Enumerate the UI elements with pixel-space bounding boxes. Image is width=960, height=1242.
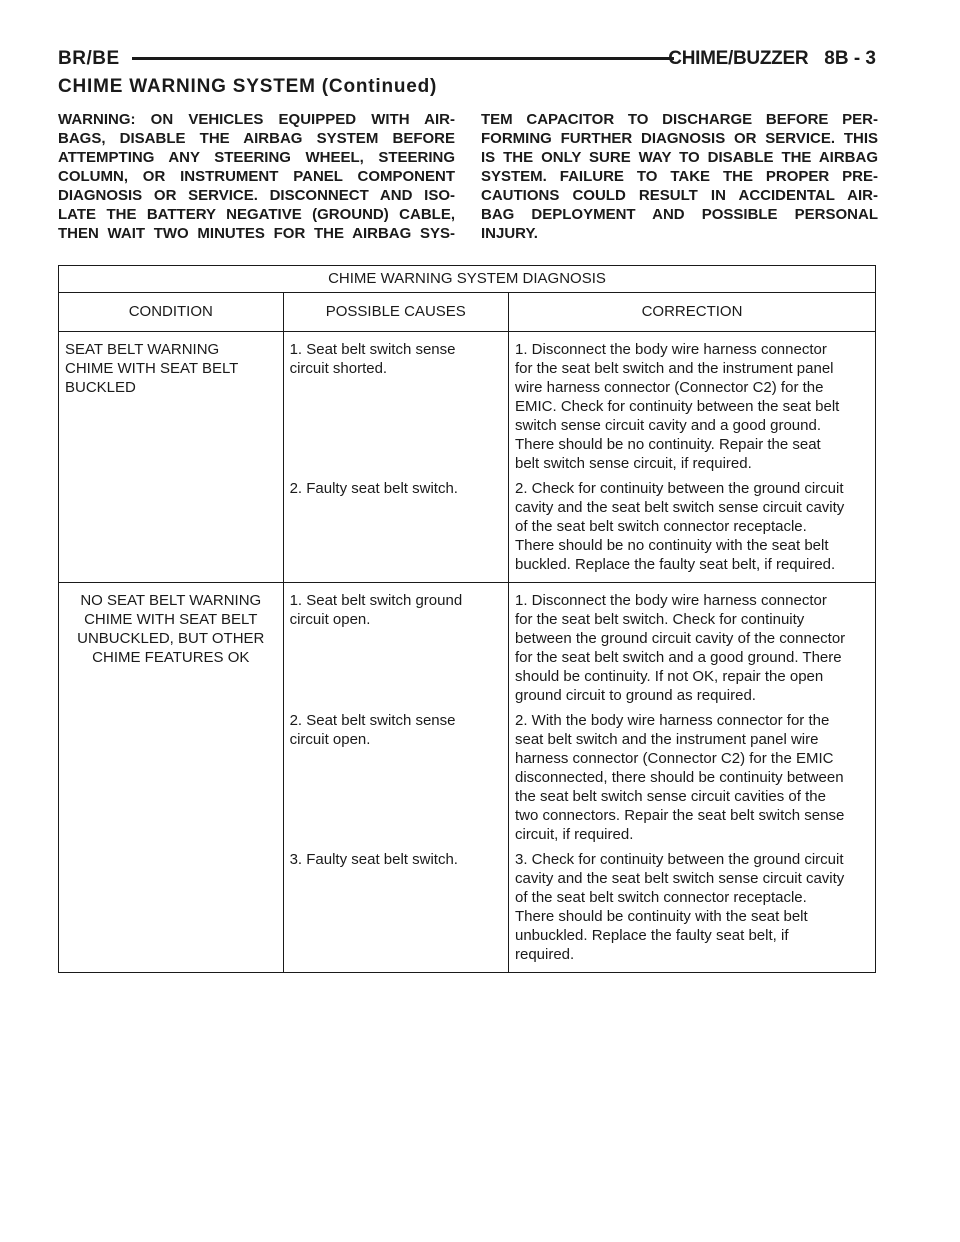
- column-header-condition: CONDITION: [59, 293, 284, 332]
- warning-line: INJURY.: [481, 225, 538, 242]
- header-right: [668, 48, 876, 70]
- airbag-warning: [58, 110, 876, 245]
- correction-line: wire harness connector (Connector C2) for the: [514, 379, 824, 396]
- correction-cell: [508, 583, 875, 973]
- correction-line: There should be no continuity with the seat belt: [514, 537, 829, 554]
- warning-line: CAUTIONS COULD RESULT IN ACCIDENTAL AIR-: [481, 187, 878, 204]
- correction-line: 2. Check for continuity between the ground circuit: [514, 480, 844, 497]
- correction-line: disconnected, there should be continuity between: [514, 769, 844, 786]
- correction-line: two connectors. Repair the seat belt switch sense: [514, 807, 845, 824]
- cause-line: 1. Seat belt switch ground: [289, 592, 463, 609]
- page-header: [58, 44, 876, 74]
- correction-line: circuit, if required.: [514, 826, 634, 843]
- warning-column-right: [481, 110, 878, 243]
- cause-line: 2. Seat belt switch sense: [289, 712, 456, 729]
- correction-line: for the seat belt switch and the instrument panel: [514, 360, 834, 377]
- correction-line: cavity and the seat belt switch sense circuit cavity: [514, 870, 845, 887]
- correction-line: 3. Check for continuity between the ground circuit: [514, 851, 844, 868]
- condition-line: CHIME WITH SEAT BELT: [65, 360, 239, 377]
- correction-line: for the seat belt switch. Check for continuity: [514, 611, 805, 628]
- correction-line: 1. Disconnect the body wire harness connector: [514, 341, 827, 358]
- correction-line: of the seat belt switch connector receptacle.: [514, 518, 807, 535]
- warning-line: ATTEMPTING ANY STEERING WHEEL, STEERING: [58, 149, 455, 166]
- correction-line: ground circuit to ground as required.: [514, 687, 756, 704]
- cause-line: circuit open.: [289, 731, 371, 748]
- diagnosis-table: [58, 265, 876, 973]
- table-caption: CHIME WARNING SYSTEM DIAGNOSIS: [59, 266, 876, 293]
- warning-line: BAGS, DISABLE THE AIRBAG SYSTEM BEFORE: [58, 130, 455, 147]
- page-number: 8B - 3: [824, 48, 876, 69]
- cause-line: circuit open.: [289, 611, 371, 628]
- condition-line: CHIME FEATURES OK: [92, 649, 250, 666]
- warning-line: DIAGNOSIS OR SERVICE. DISCONNECT AND ISO-: [58, 187, 455, 204]
- warning-line: THEN WAIT TWO MINUTES FOR THE AIRBAG SYS-: [58, 225, 455, 242]
- table-row: [59, 332, 876, 583]
- correction-line: the seat belt switch sense circuit cavities of the: [514, 788, 826, 805]
- correction-line: switch sense circuit cavity and a good ground.: [514, 417, 821, 434]
- header-rule: [132, 57, 674, 60]
- cause-line: 1. Seat belt switch sense: [289, 341, 456, 358]
- correction-line: required.: [514, 946, 575, 963]
- correction-line: of the seat belt switch connector receptacle.: [514, 889, 807, 906]
- correction-line: EMIC. Check for continuity between the seat belt: [514, 398, 840, 415]
- correction-line: 1. Disconnect the body wire harness connector: [514, 592, 827, 609]
- condition-cell: [59, 583, 284, 973]
- correction-line: 2. With the body wire harness connector for the: [514, 712, 830, 729]
- correction-cell: [508, 332, 875, 583]
- correction-line: should be continuity. If not OK, repair the open: [514, 668, 824, 685]
- cause-line: 3. Faulty seat belt switch.: [289, 851, 458, 868]
- causes-cell: [283, 583, 508, 973]
- warning-line: IS THE ONLY SURE WAY TO DISABLE THE AIRBAG: [481, 149, 878, 166]
- warning-line: COLUMN, OR INSTRUMENT PANEL COMPONENT: [58, 168, 455, 185]
- condition-line: BUCKLED: [65, 379, 136, 396]
- condition-line: NO SEAT BELT WARNING: [80, 592, 262, 609]
- correction-line: cavity and the seat belt switch sense circuit cavity: [514, 499, 845, 516]
- correction-line: buckled. Replace the faulty seat belt, if required.: [514, 556, 836, 573]
- section-title: CHIME WARNING SYSTEM (Continued): [58, 76, 438, 97]
- condition-line: SEAT BELT WARNING: [65, 341, 220, 358]
- warning-column-left: [58, 110, 455, 243]
- warning-line: LATE THE BATTERY NEGATIVE (GROUND) CABLE,: [58, 206, 455, 223]
- correction-line: belt switch sense circuit, if required.: [514, 455, 752, 472]
- correction-line: harness connector (Connector C2) for the EMIC: [514, 750, 834, 767]
- cause-line: 2. Faulty seat belt switch.: [289, 480, 458, 497]
- condition-line: CHIME WITH SEAT BELT: [84, 611, 258, 628]
- vehicle-code: BR/BE: [58, 48, 120, 69]
- warning-line: TEM CAPACITOR TO DISCHARGE BEFORE PER-: [481, 111, 878, 128]
- correction-line: There should be no continuity. Repair the seat: [514, 436, 821, 453]
- warning-line: FORMING FURTHER DIAGNOSIS OR SERVICE. THIS: [481, 130, 878, 147]
- correction-line: seat belt switch and the instrument panel wire: [514, 731, 819, 748]
- condition-cell: [59, 332, 284, 583]
- column-header-causes: POSSIBLE CAUSES: [283, 293, 508, 332]
- column-header-correction: CORRECTION: [508, 293, 875, 332]
- correction-line: There should be continuity with the seat belt: [514, 908, 808, 925]
- warning-line: WARNING: ON VEHICLES EQUIPPED WITH AIR-: [58, 111, 455, 128]
- table-row: [59, 583, 876, 973]
- section-name: CHIME/BUZZER: [668, 48, 809, 69]
- correction-line: between the ground circuit cavity of the connector: [514, 630, 846, 647]
- correction-line: for the seat belt switch and a good ground. There: [514, 649, 842, 666]
- warning-line: BAG DEPLOYMENT AND POSSIBLE PERSONAL: [481, 206, 878, 223]
- correction-line: unbuckled. Replace the faulty seat belt, if: [514, 927, 789, 944]
- warning-line: SYSTEM. FAILURE TO TAKE THE PROPER PRE-: [481, 168, 878, 185]
- cause-line: circuit shorted.: [289, 360, 388, 377]
- condition-line: UNBUCKLED, BUT OTHER: [77, 630, 265, 647]
- causes-cell: [283, 332, 508, 583]
